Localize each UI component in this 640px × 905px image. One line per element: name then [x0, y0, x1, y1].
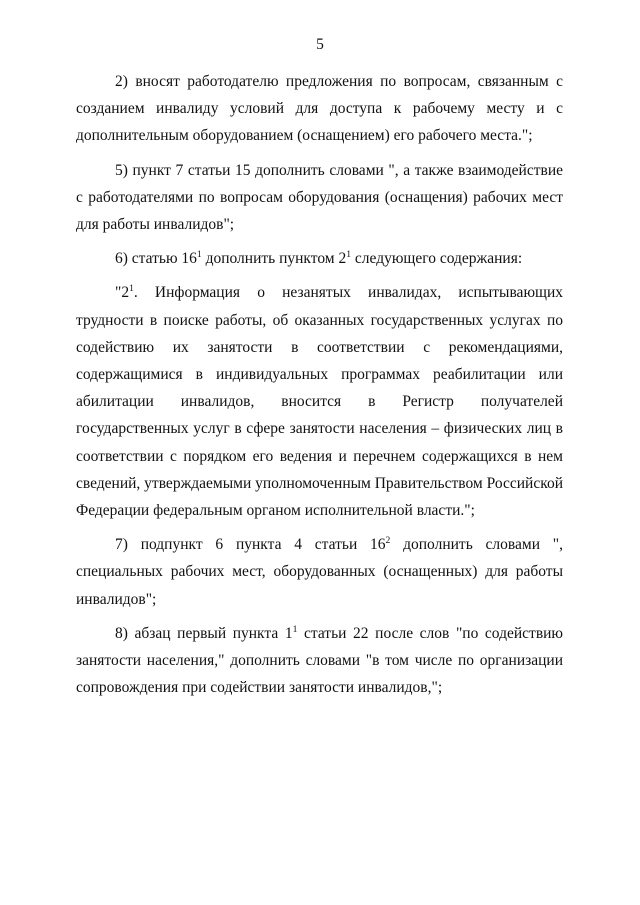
paragraph-new-point-2-1 [76, 279, 563, 524]
paragraph-item-5 [76, 157, 563, 239]
paragraph-text: дополнить пунктом 2 [201, 250, 347, 268]
paragraph-item-6 [76, 245, 563, 272]
paragraph-text: дополнить словами ", специальных рабочих мест, оборудованных (оснащенных) для работы инвалидов"; [76, 536, 563, 608]
paragraph-text: 8) абзац первый пункта 1 [115, 624, 293, 642]
paragraph-text: 6) статью 16 [115, 250, 197, 268]
paragraph-text: следующего содержания: [351, 250, 523, 268]
paragraph-text: статьи 22 после слов "по содействию занятости населения," дополнить словами "в том числе по организации сопровождения при содействии занятости инвалидов,"; [76, 624, 564, 697]
superscript: 1 [346, 249, 352, 261]
paragraph-text: 2) вносят работодателю предложения по вопросам, связанным с созданием инвалиду условий для доступа к рабочему месту и с дополнительным оборудованием (оснащением) его рабочего места."; [76, 73, 563, 145]
paragraph-text: "2 [115, 284, 130, 302]
document-body [76, 68, 563, 701]
paragraph-text: 5) пункт 7 статьи 15 дополнить словами ", а также взаимодействие с работодателями по вопросам оборудования (оснащения) рабочих мест для работы инвалидов"; [76, 161, 563, 234]
superscript: 1 [196, 249, 202, 261]
paragraph-text: 7) подпункт 6 пункта 4 статьи 16 [115, 536, 386, 554]
superscript: 2 [385, 535, 391, 547]
page-number: 5 [316, 36, 324, 53]
superscript: 1 [129, 283, 134, 295]
paragraph-item-2 [76, 68, 563, 150]
paragraph-item-7 [76, 531, 563, 613]
paragraph-text: . Информация о незанятых инвалидах, испытывающих трудности в поиске работы, об оказанных государственных услугах по содействию их занятости в соответствии с рекомендациями, содержащимися в индивидуальных программах реабилитации или абилитации инвалидов, вносится в Регистр получателей государственных услуг в сфере занятости населения – физических лиц в соответствии с порядком его ведения и перечнем содержащихся в нем сведений, утверждаемыми уполномоченным Правительством Российской Федерации федеральным органом исполнительной власти."; [76, 284, 564, 520]
superscript: 1 [292, 624, 298, 636]
paragraph-item-8 [76, 620, 563, 702]
